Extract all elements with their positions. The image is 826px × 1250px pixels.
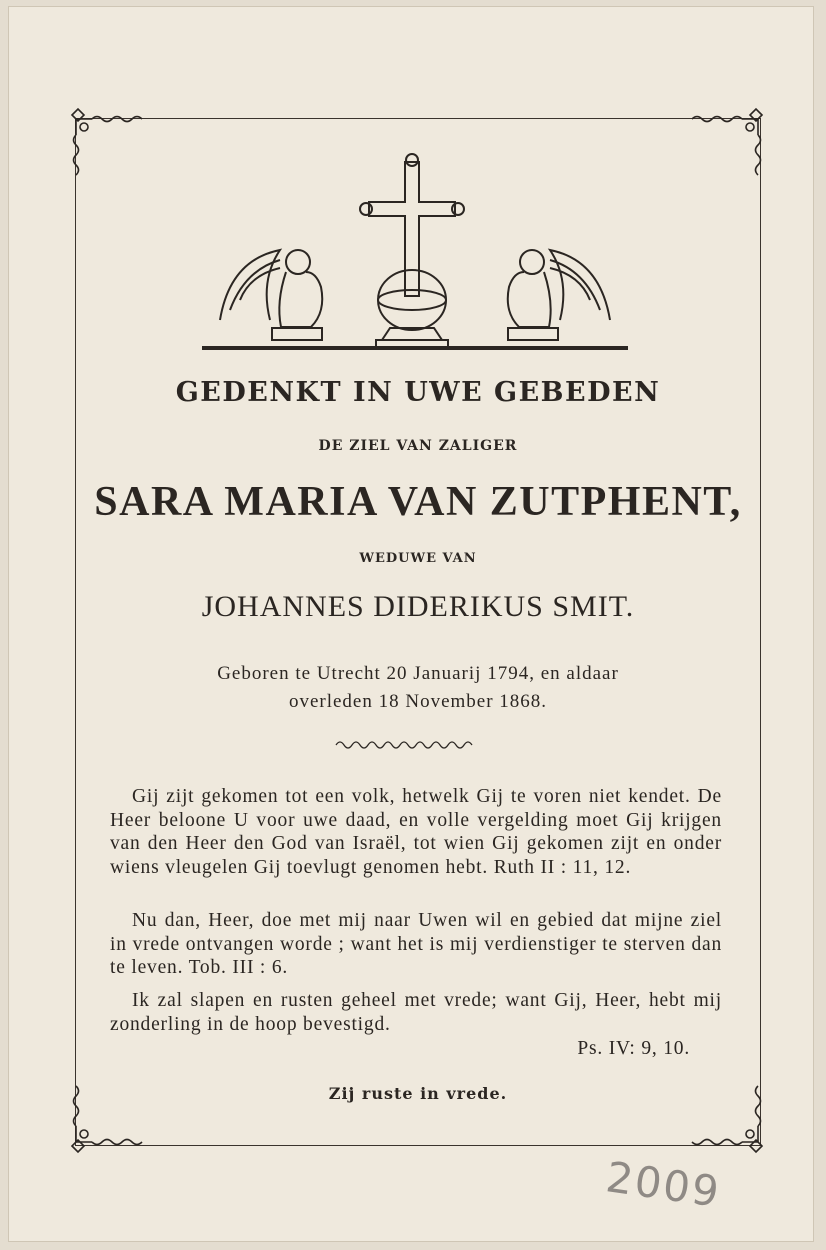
cross-icon — [360, 154, 464, 296]
corner-ornament-icon — [62, 1066, 152, 1156]
handwritten-number: 2009 — [603, 1152, 724, 1217]
husband-name: JOHANNES DIDERIKUS SMIT. — [201, 590, 635, 623]
cross-and-angels-icon — [200, 150, 630, 360]
death-line: overleden 18 November 1868. — [288, 691, 548, 712]
subheading: DE ZIEL VAN ZALIGER — [318, 438, 518, 454]
divider-ornament-icon — [334, 738, 474, 752]
deceased-name: SARA MARIA VAN ZUTPHENT, — [94, 479, 742, 525]
verse-psalm-reference: Ps. IV: 9, 10. — [577, 1038, 690, 1059]
verse-tobit-text: Nu dan, Heer, doe met mij naar Uwen wil en gebied dat mijne ziel in vrede ontvangen worde ; want het is mij verdienstiger te sterven dan te leven. Tob. III : 6. — [110, 910, 722, 978]
verse-ruth — [110, 785, 722, 879]
corner-ornament-icon — [682, 105, 772, 195]
verse-psalm — [110, 989, 722, 1036]
birth-death-info — [76, 660, 760, 716]
verse-tobit — [110, 909, 722, 980]
verse-psalm-text: Ik zal slapen en rusten geheel met vrede; want Gij, Heer, hebt mij zonderling in de hoop bevestigd. — [110, 990, 722, 1035]
kneeling-angel-left-icon — [220, 250, 322, 340]
corner-ornament-icon — [682, 1066, 772, 1156]
kneeling-angel-right-icon — [508, 250, 610, 340]
page-title: GEDENKT IN UWE GEBEDEN — [175, 377, 661, 408]
verse-ruth-text: Gij zijt gekomen tot een volk, hetwelk Gij te voren niet kendet. De Heer beloone U voor uwe daad, en volle vergelding moet Gij krijgen van den Heer den God van Israël, tot wien Gij gekomen zijt en onder wiens vleugelen Gij toevlugt genomen hebt. Ruth II : 11, 12. — [110, 786, 722, 878]
corner-ornament-icon — [62, 105, 152, 195]
birth-line: Geboren te Utrecht 20 Januarij 1794, en aldaar — [217, 663, 619, 684]
widow-of-label: WEDUWE VAN — [359, 551, 477, 566]
closing-line: Zij ruste in vrede. — [328, 1084, 508, 1103]
